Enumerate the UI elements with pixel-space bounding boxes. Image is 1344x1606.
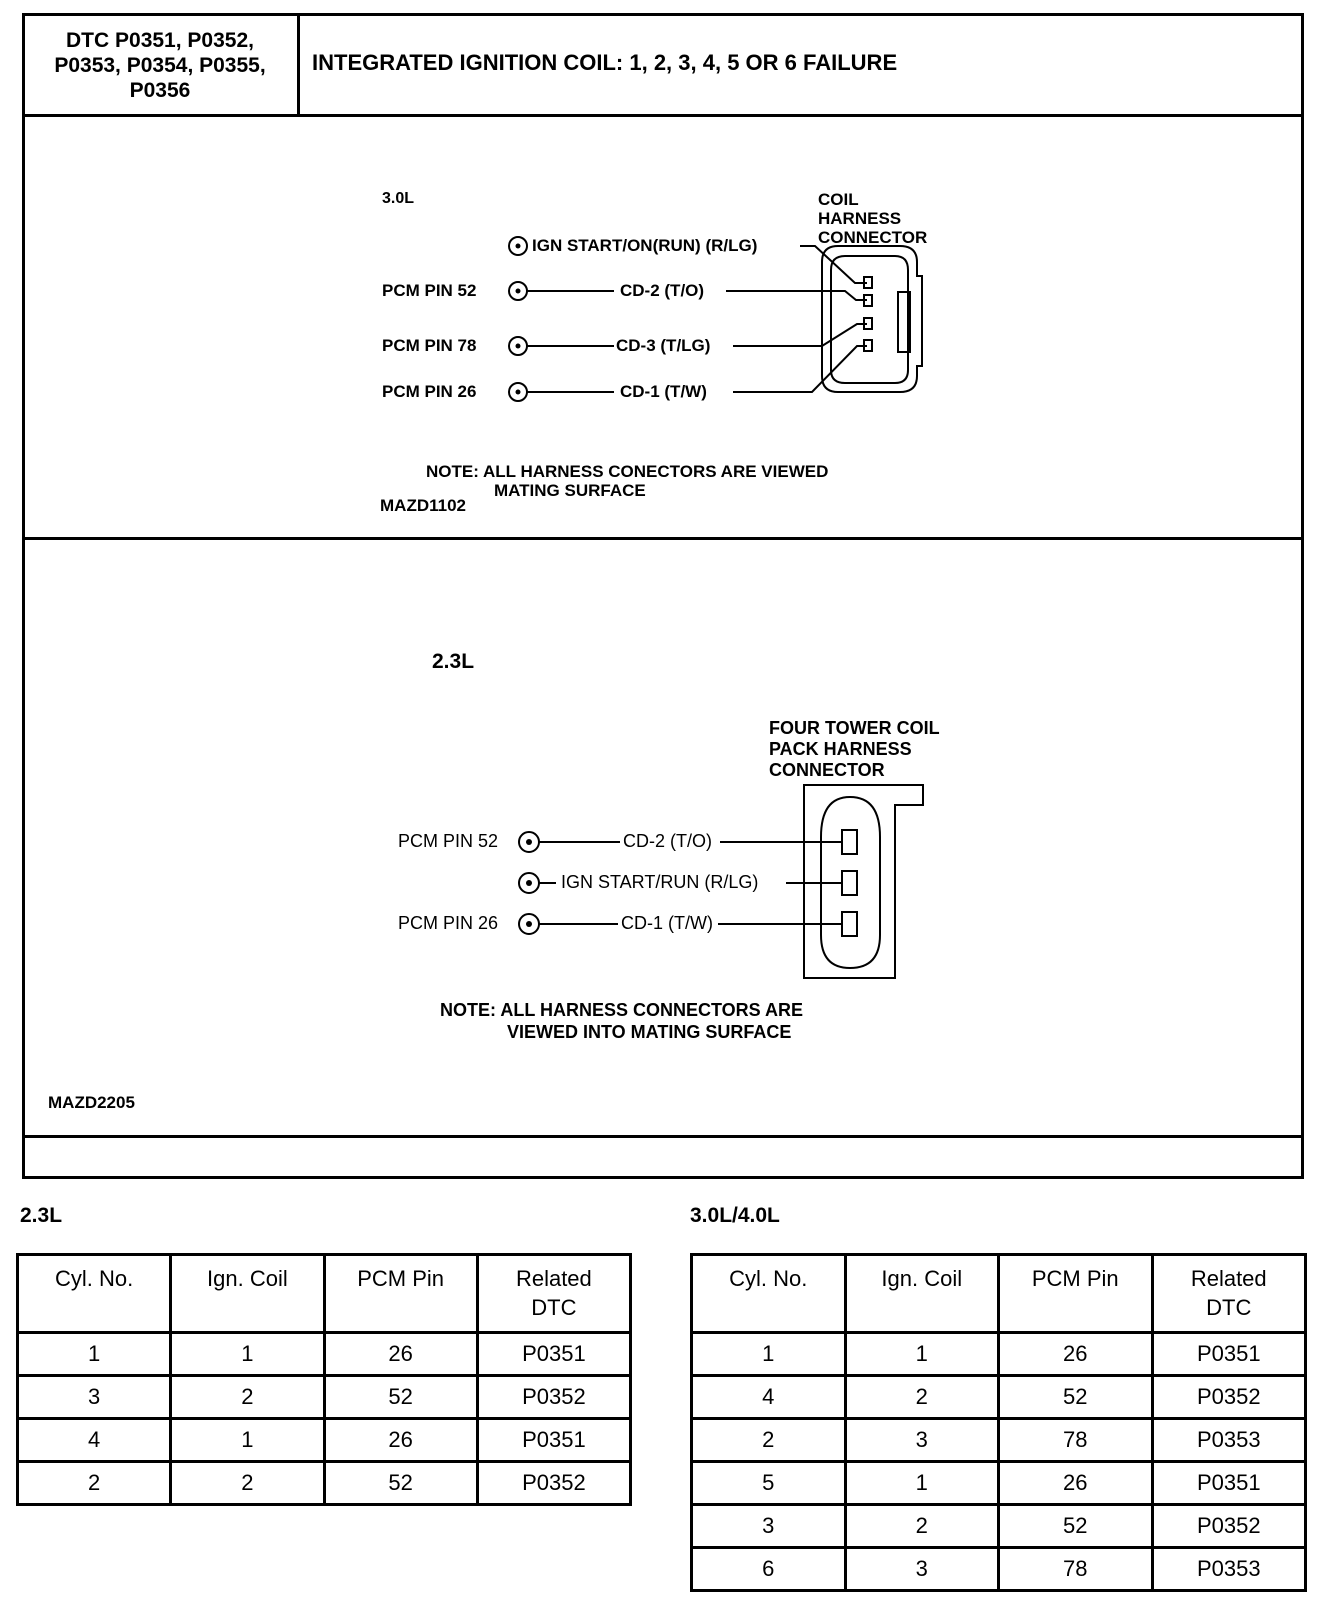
col-cyl-no: Cyl. No. [692,1255,846,1333]
wire-26-right [733,346,867,392]
cell-coil: 1 [845,1462,999,1505]
col-related-dtc: Related DTC [477,1255,630,1333]
cell-dtc: P0351 [1152,1333,1306,1376]
tower-pin-3 [842,912,857,936]
dtc-table-23 [16,1253,632,1506]
table-title-23: 2.3L [20,1204,63,1227]
table-row [18,1462,631,1505]
ign-wire-line [800,246,867,283]
table-row [692,1376,1306,1419]
cell-coil: 2 [171,1462,324,1505]
cell-pin: 26 [324,1333,477,1376]
cell-pin: 26 [999,1462,1153,1505]
cell-dtc: P0352 [477,1376,630,1419]
note-line2-30: MATING SURFACE [494,481,646,500]
table-row [18,1333,631,1376]
cell-pin: 26 [999,1333,1153,1376]
cell-coil: 2 [845,1376,999,1419]
cell-pin: 52 [324,1462,477,1505]
cell-dtc: P0353 [1152,1548,1306,1591]
tower-pin-1 [842,830,857,854]
pin78-terminal-dot [516,344,521,349]
connector-label-23: FOUR TOWER COIL PACK HARNESS CONNECTOR [769,718,940,780]
table-row [692,1548,1306,1591]
cell-pin: 78 [999,1548,1153,1591]
wire-label-23-52: CD-2 (T/O) [623,831,712,851]
cell-cyl: 2 [692,1419,846,1462]
cell-dtc: P0351 [1152,1462,1306,1505]
cell-cyl: 1 [18,1333,171,1376]
cell-cyl: 1 [692,1333,846,1376]
cell-dtc: P0352 [1152,1505,1306,1548]
cell-coil: 3 [845,1419,999,1462]
pin-label-23-52: PCM PIN 52 [398,831,499,851]
table-row [692,1462,1306,1505]
pin-label-30-78: PCM PIN 78 [382,336,477,355]
wire-52-right [726,291,867,300]
cell-coil: 1 [171,1333,324,1376]
cell-pin: 52 [999,1376,1153,1419]
cell-pin: 52 [999,1505,1153,1548]
cell-pin: 78 [999,1419,1153,1462]
bottom-divider [22,1135,1304,1138]
figure-id-30: MAZD1102 [380,496,466,515]
cell-cyl: 5 [692,1462,846,1505]
table-title-3040: 3.0L/4.0L [690,1204,780,1227]
table-row [692,1333,1306,1376]
cell-cyl: 3 [18,1376,171,1419]
cell-cyl: 3 [692,1505,846,1548]
pin52-terminal-dot [516,289,521,294]
wire-label-30-26: CD-1 (T/W) [620,382,707,401]
wire-label-30-52: CD-2 (T/O) [620,281,705,300]
cell-coil: 2 [845,1505,999,1548]
dtc-table-3040 [690,1253,1307,1592]
cell-coil: 1 [845,1333,999,1376]
dtc-codes: DTC P0351, P0352, P0353, P0354, P0355, P0356 [54,28,266,102]
cell-pin: 52 [324,1376,477,1419]
coil-connector-inner [831,256,908,383]
table-row [18,1419,631,1462]
wire-label-23-26: CD-1 (T/W) [621,913,713,933]
cell-cyl: 2 [18,1462,171,1505]
cell-cyl: 4 [18,1419,171,1462]
table-row [18,1376,631,1419]
table-row [692,1419,1306,1462]
pin-label-23-26: PCM PIN 26 [398,913,499,933]
pin26-terminal-dot [516,390,521,395]
col-pcm-pin: PCM Pin [324,1255,477,1333]
cell-cyl: 4 [692,1376,846,1419]
cell-dtc: P0353 [1152,1419,1306,1462]
note-line2-23: VIEWED INTO MATING SURFACE [507,1022,792,1042]
connector-label-30: COIL HARNESS CONNECTOR [818,190,928,247]
col-cyl-no: Cyl. No. [18,1255,171,1333]
table-header-row [692,1255,1306,1333]
table-row [692,1505,1306,1548]
col-pcm-pin: PCM Pin [999,1255,1153,1333]
wire-label-30-78: CD-3 (T/LG) [616,336,711,355]
ign-terminal-dot [516,244,521,249]
wire-78-right [733,324,867,346]
wire-label-23-ign: IGN START/RUN (R/LG) [561,872,759,892]
cell-dtc: P0351 [477,1333,630,1376]
cell-coil: 1 [171,1419,324,1462]
col-ign-coil: Ign. Coil [845,1255,999,1333]
cell-dtc: P0352 [477,1462,630,1505]
col-ign-coil: Ign. Coil [171,1255,324,1333]
cell-dtc: P0352 [1152,1376,1306,1419]
pin-label-30-52: PCM PIN 52 [382,281,477,300]
ign-terminal-dot-23 [526,880,532,886]
figure-id-23: MAZD2205 [48,1093,135,1112]
table-header-row [18,1255,631,1333]
note-line1-30: NOTE: ALL HARNESS CONECTORS ARE VIEWED [426,462,829,481]
cell-pin: 26 [324,1419,477,1462]
cell-coil: 3 [845,1548,999,1591]
pin-label-30-26: PCM PIN 26 [382,382,477,401]
page-title: INTEGRATED IGNITION COIL: 1, 2, 3, 4, 5 OR 6 FAILURE [312,50,898,75]
pin26-terminal-dot-23 [526,921,532,927]
note-line1-23: NOTE: ALL HARNESS CONNECTORS ARE [440,1000,804,1020]
cell-dtc: P0351 [477,1419,630,1462]
pin52-terminal-dot-23 [526,839,532,845]
engine-label-23: 2.3L [432,650,475,673]
wiring-diagram-30 [0,0,1344,540]
cell-cyl: 6 [692,1548,846,1591]
ign-wire-label-30: IGN START/ON(RUN) (R/LG) [532,236,758,255]
tower-pin-2 [842,871,857,895]
col-related-dtc: Related DTC [1152,1255,1306,1333]
cell-coil: 2 [171,1376,324,1419]
engine-label-30: 3.0L [382,190,415,207]
